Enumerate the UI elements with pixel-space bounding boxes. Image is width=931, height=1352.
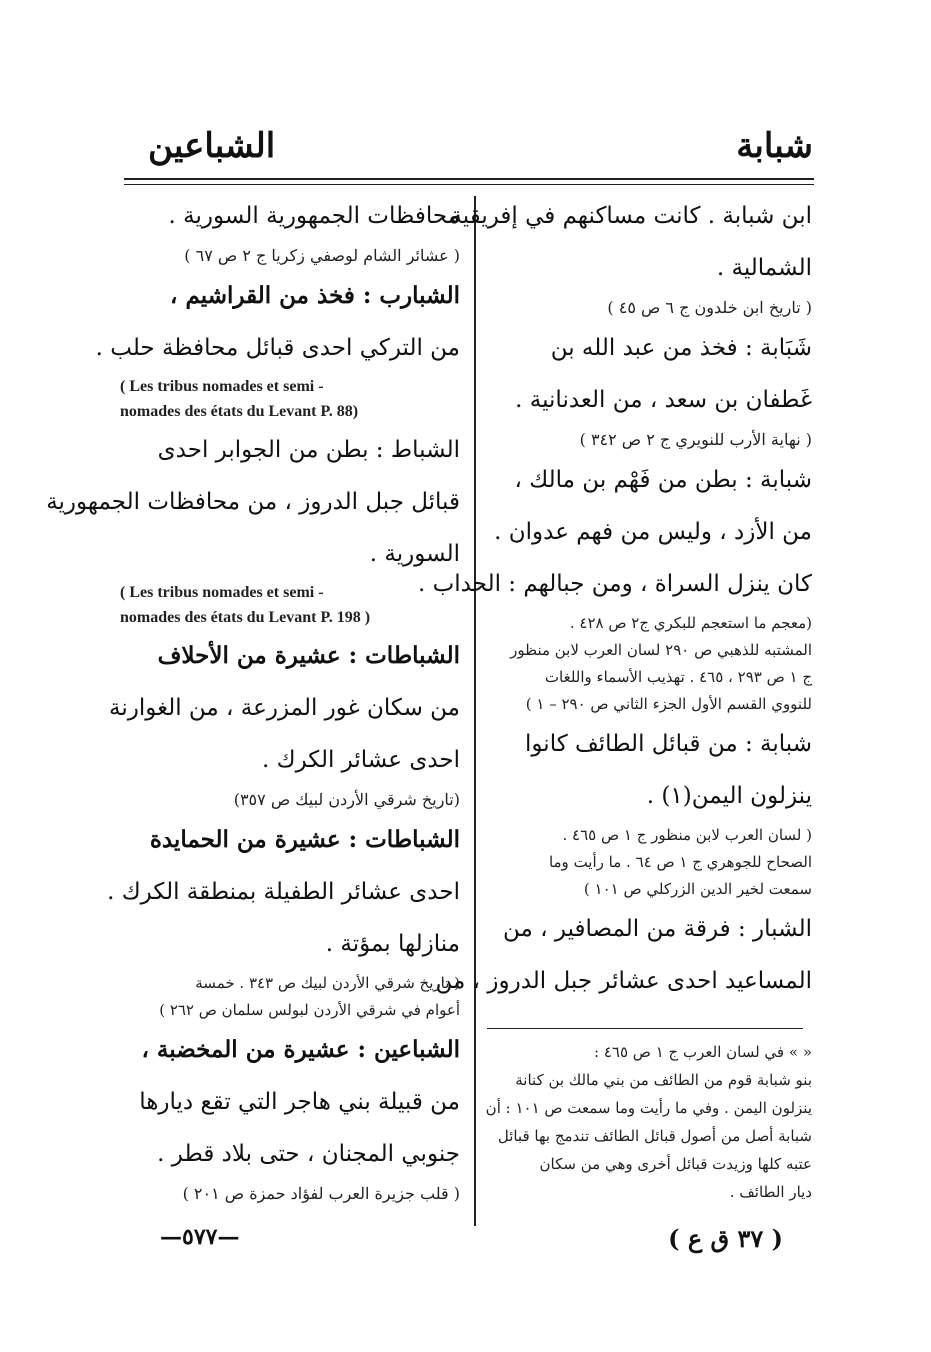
entry-line: من سكان غور المزرعة ، من الغوارنة [109, 695, 460, 721]
entry-headword-line: الشبارب : فخذ من القراشيم ، [170, 282, 460, 309]
source-citation: ( نهاية الأرب للنويري ج ٢ ص ٣٤٢ ) [579, 430, 812, 449]
footnote-rule [487, 1028, 803, 1029]
entry-line: من الأزد ، وليس من فهم عدوان . [494, 519, 812, 545]
column-separator [474, 196, 476, 1226]
entry-line: المساعيد احدى عشائر جبل الدروز ، من [435, 968, 812, 994]
footnote-block [485, 1038, 812, 1206]
source-citation: ( قلب جزيرة العرب لفؤاد حمزة ص ٢٠١ ) [182, 1184, 460, 1203]
source-citation: (تاريخ شرقي الأردن لبيك ص ٣٥٧) [233, 790, 460, 809]
entry-line: من التركي احدى قبائل محافظة حلب . [95, 335, 460, 361]
source-citation: أعوام في شرقي الأردن لبولس سلمان ص ٢٦٢ ) [159, 1001, 460, 1019]
latin-citation: nomades des états du Levant P. 88) [120, 403, 359, 420]
entry-line: ابن شبابة . كانت مساكنهم في إفريقية [450, 203, 812, 229]
source-citation: للنووي القسم الأول الجزء الثاني ص ٢٩٠ – ١ ) [525, 695, 812, 713]
entry-line: محافظات الجمهورية السورية . [168, 203, 460, 229]
latin-citation: ( Les tribus nomades et semi - [120, 378, 324, 395]
latin-citation: nomades des états du Levant P. 198 ) [120, 609, 371, 626]
entry-headword-line: الشبار : فرقة من المصافير ، من [503, 916, 812, 942]
source-citation: ج ١ ص ٢٩٣ ، ٤٦٥ . تهذيب الأسماء واللغات [544, 668, 812, 686]
entry-headword-line: الشباعين : عشيرة من المخضبة ، [141, 1036, 460, 1063]
entry-headword-line: الشباطات : عشيرة من الحمايدة [149, 826, 460, 853]
source-citation: ( تاريخ ابن خلدون ج ٦ ص ٤٥ ) [607, 298, 812, 317]
entry-line: احدى عشائر الطفيلة بمنطقة الكرك . [107, 879, 460, 905]
footnote-line: شبابة أصل من أصول قبائل الطائف تندمج بها قبائل [497, 1127, 812, 1145]
entry-headword-line: شَبَابة : فخذ من عبد الله بن [550, 335, 812, 361]
entry-line: السورية . [369, 541, 460, 567]
right-column [418, 190, 812, 1007]
source-citation: الصحاح للجوهري ج ١ ص ٦٤ . ما رأيت وما [548, 853, 812, 871]
entry-line: منازلها بمؤتة . [325, 931, 460, 957]
entry-line: غَطفان بن سعد ، من العدنانية . [515, 387, 812, 413]
header-rule [124, 178, 814, 180]
footnote-line: بنو شبابة قوم من الطائف من بني مالك بن كنانة [515, 1071, 812, 1089]
entry-line: قبائل جبل الدروز ، من محافظات الجمهورية [46, 489, 460, 515]
source-citation: ( عشائر الشام لوصفي زكريا ج ٢ ص ٦٧ ) [184, 246, 460, 265]
page-number: —٥٧٧— [160, 1224, 240, 1250]
header-right-word: شبابة [736, 126, 813, 166]
entry-headword-line: شبابة : من قبائل الطائف كانوا [525, 731, 812, 757]
entry-headword-line: الشباط : بطن من الجوابر احدى [157, 437, 460, 463]
source-citation: (معجم ما استعجم للبكري ج٢ ص ٤٢٨ . [569, 614, 812, 632]
entry-line: كان ينزل السراة ، ومن جبالهم : الحداب . [418, 571, 812, 597]
footnote-line: عتبه كلها وزيدت قبائل أخرى وهي من سكان [539, 1155, 812, 1173]
header-left-word: الشباعين [148, 126, 276, 166]
entry-headword-line: الشباطات : عشيرة من الأحلاف [157, 642, 460, 669]
entry-line: جنوبي المجنان ، حتى بلاد قطر . [157, 1141, 460, 1167]
source-citation: ( لسان العرب لابن منظور ج ١ ص ٤٦٥ . [562, 826, 812, 844]
source-citation: سمعت لخير الدين الزركلي ص ١٠١ ) [583, 880, 812, 898]
signature-mark: ( ٣٧ ق ع ) [668, 1224, 783, 1253]
entry-line: ينزلون اليمن(١) . [646, 783, 812, 809]
left-column [46, 190, 460, 1208]
source-citation: المشتبه للذهبي ص ٢٩٠ لسان العرب لابن منظور [510, 641, 812, 659]
footnote-line: ديار الطائف . [729, 1183, 812, 1201]
entry-headword-line: شبابة : بطن من فَهْم بن مالك ، [514, 467, 812, 493]
entry-line: من قبيلة بني هاجر التي تقع ديارها [139, 1089, 460, 1115]
source-citation: ( تاريخ شرقي الأردن لبيك ص ٣٤٣ . خمسة [195, 974, 460, 992]
latin-citation: ( Les tribus nomades et semi - [120, 584, 324, 601]
header-rule-thin [124, 184, 814, 185]
footnote-line: « » في لسان العرب ج ١ ص ٤٦٥ : [594, 1043, 812, 1061]
footnote-line: ينزلون اليمن . وفي ما رأيت وما سمعت ص ١٠١ : أن [485, 1099, 812, 1117]
entry-line: احدى عشائر الكرك . [261, 747, 460, 773]
entry-line: الشمالية . [716, 255, 812, 281]
